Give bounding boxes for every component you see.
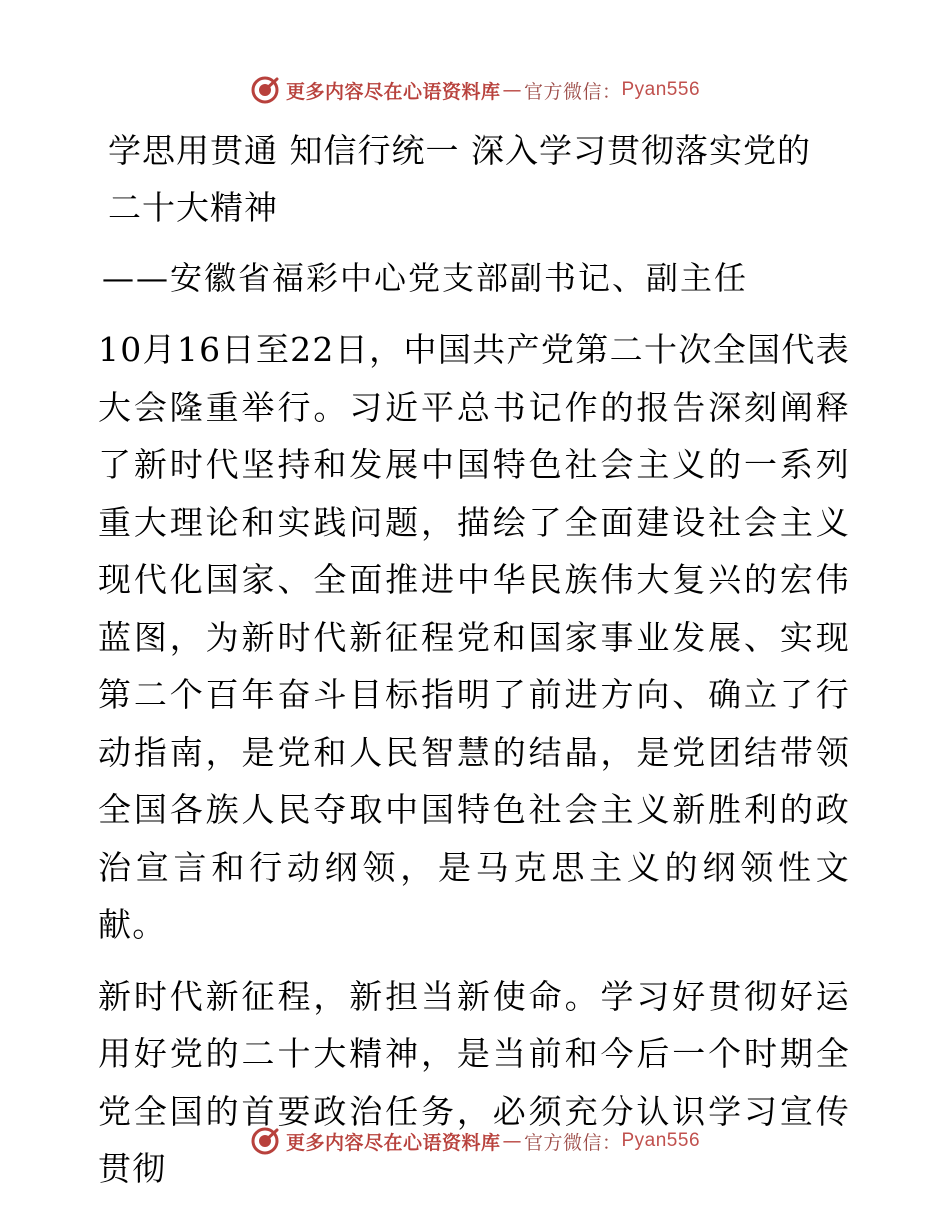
watermark-brand: 更多内容尽在心语资料库: [285, 80, 501, 103]
title-line-1: 学思用贯通 知信行统一 深入学习贯彻落实党的: [108, 131, 811, 170]
document-body: [98, 118, 850, 1198]
brand-logo-icon: [250, 75, 280, 105]
footer-watermark: [0, 1123, 950, 1159]
watermark-brand: 更多内容尽在心语资料库: [285, 1131, 501, 1154]
watermark-wechat-id: Pyan556: [621, 1130, 701, 1151]
document-byline: ——安徽省福彩中心党支部副书记、副主任: [102, 259, 749, 297]
watermark-separator: —: [502, 79, 522, 101]
header-watermark: [0, 72, 950, 108]
title-line-2: 二十大精神: [108, 188, 278, 227]
watermark-separator: —: [502, 1130, 522, 1152]
paragraph-2: 新时代新征程，新担当新使命。学习好贯彻好运用好党的二十大精神，是当前和今后一个时期全党全国的首要政治任务，必须充分认识学习宣传贯彻: [98, 976, 850, 1188]
paragraph-1: 10月16日至22日，中国共产党第二十次全国代表大会隆重举行。习近平总书记作的报告深刻阐释了新时代坚持和发展中国特色社会主义的一系列重大理论和实践问题，描绘了全面建设社会主义现代化国家、全面推进中华民族伟大复兴的宏伟蓝图，为新时代新征程党和国家事业发展、实现第二个百年奋斗目标指明了前进方向、确立了行动指南，是党和人民智慧的结晶，是党团结带领全国各族人民夺取中国特色社会主义新胜利的政治宣言和行动纲领，是马克思主义的纲领性文献。: [98, 330, 850, 944]
watermark-wechat-id: Pyan556: [621, 79, 701, 100]
brand-logo-icon: [250, 1126, 280, 1156]
watermark-label: 官方微信：: [523, 1131, 622, 1154]
document-title: [98, 122, 850, 236]
watermark-label: 官方微信：: [523, 80, 622, 103]
